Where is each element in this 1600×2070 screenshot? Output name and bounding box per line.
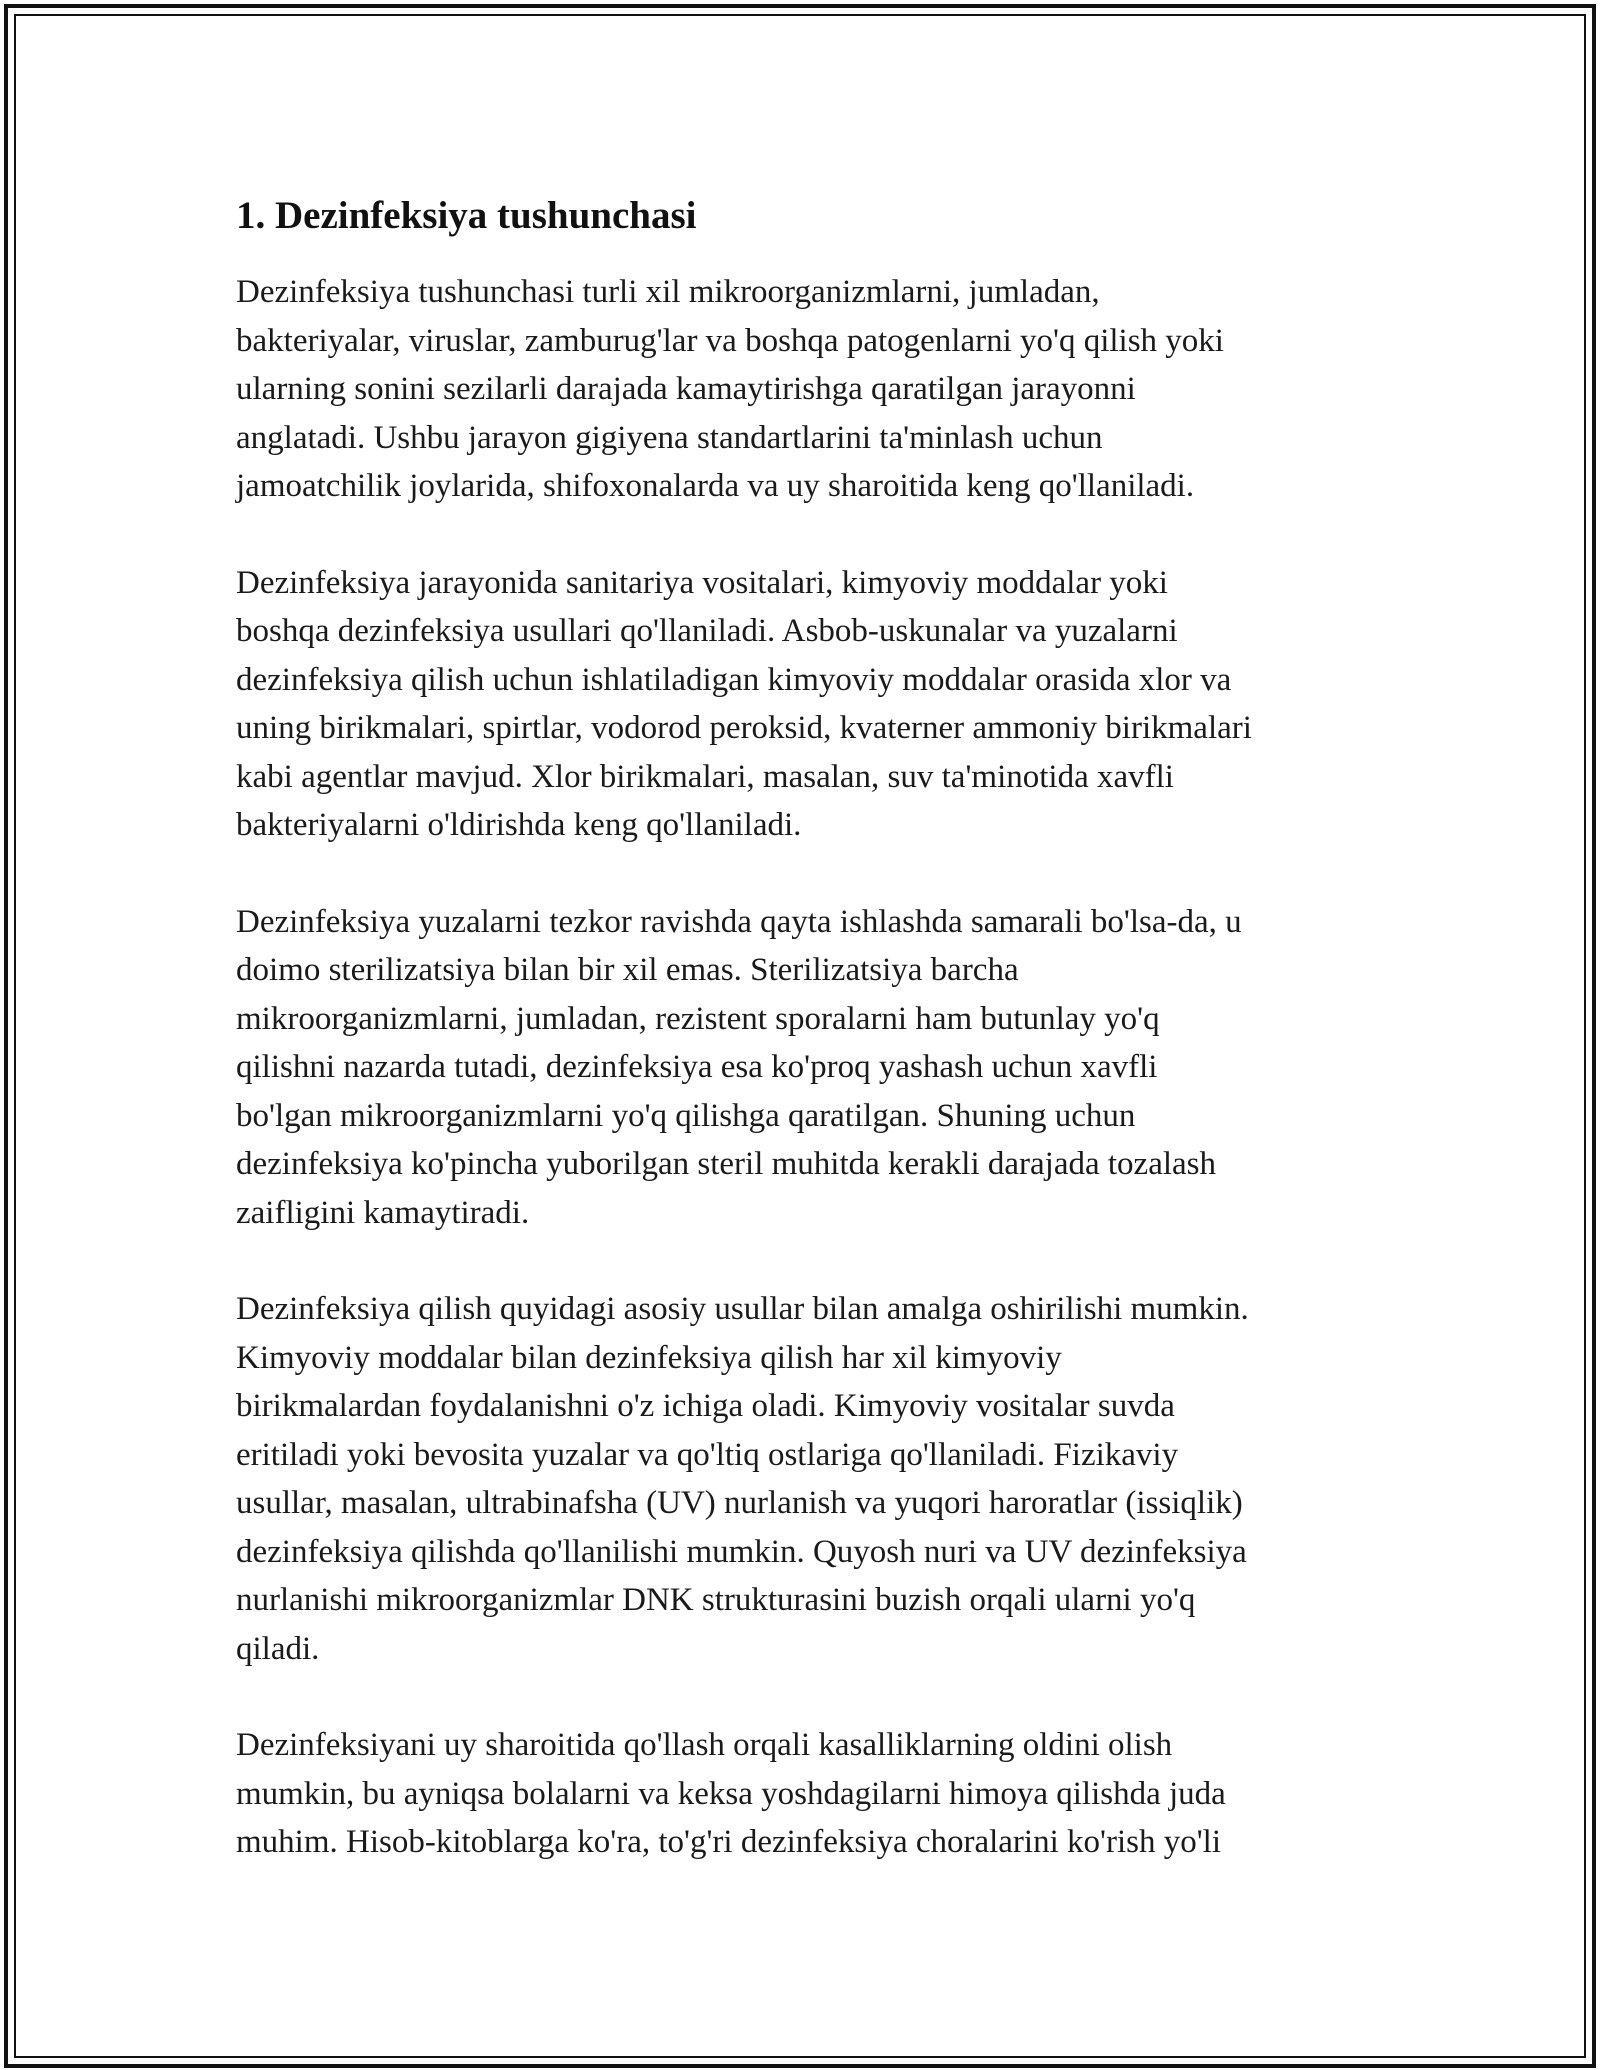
paragraph-1: Dezinfeksiya tushunchasi turli xil mikroorganizmlarni, jumladan, bakteriyalar, viruslar, zamburug'lar va boshqa patogenlarni yo'q qilish yoki ularning sonini sezilarli darajada kamaytirishga qaratilgan jarayonni anglatadi. Ushbu jarayon gigiyena standartlarini ta'minlash uchun jamoatchilik joylarida, shifoxonalarda va uy sharoitida keng qo'llaniladi. xyxy=(236,274,1224,504)
paragraph-3: Dezinfeksiya yuzalarni tezkor ravishda qayta ishlashda samarali bo'lsa-da, u doimo sterilizatsiya bilan bir xil emas. Sterilizatsiya barcha mikroorganizmlarni, jumladan, rezistent sporalarni ham butunlay yo'q qilishni nazarda tutadi, dezinfeksiya esa ko'proq yashash uchun xavfli bo'lgan mikroorganizmlarni yo'q qilishga qaratilgan. Shuning uchun dezinfeksiya ko'pincha yuborilgan steril muhitda kerakli darajada tozalash zaifligini kamaytiradi. xyxy=(236,903,1242,1231)
paragraph-4: Dezinfeksiya qilish quyidagi asosiy usullar bilan amalga oshirilishi mumkin. Kimyoviy moddalar bilan dezinfeksiya qilish har xil kimyoviy birikmalardan foydalanishni o'z ichiga oladi. Kimyoviy vositalar suvda eritiladi yoki bevosita yuzalar va qo'ltiq ostlariga qo'llaniladi. Fizikaviy usullar, masalan, ultrabinafsha (UV) nurlanish va yuqori haroratlar (issiqlik) dezinfeksiya qilishda qo'llanilishi mumkin. Quyosh nuri va UV dezinfeksiya nurlanishi mikroorganizmlar DNK strukturasini buzish orqali ularni yo'q qiladi. xyxy=(236,1291,1249,1667)
document-body xyxy=(236,186,1376,1915)
section-heading: 1. Dezinfeksiya tushunchasi xyxy=(236,194,697,237)
paragraph-2: Dezinfeksiya jarayonida sanitariya vositalari, kimyoviy moddalar yoki boshqa dezinfeksiya usullari qo'llaniladi. Asbob-uskunalar va yuzalarni dezinfeksiya qilish uchun ishlatiladigan kimyoviy moddalar orasida xlor va uning birikmalari, spirtlar, vodorod peroksid, kvaterner ammoniy birikmalari kabi agentlar mavjud. Xlor birikmalari, masalan, suv ta'minotida xavfli bakteriyalarni o'ldirishda keng qo'llaniladi. xyxy=(236,564,1252,843)
paragraph-5: Dezinfeksiyani uy sharoitida qo'llash orqali kasalliklarning oldini olish mumkin, bu ayniqsa bolalarni va keksa yoshdagilarni himoya qilishda juda muhim. Hisob-kitoblarga ko'ra, to'g'ri dezinfeksiya choralarini ko'rish yo'li xyxy=(236,1727,1226,1860)
